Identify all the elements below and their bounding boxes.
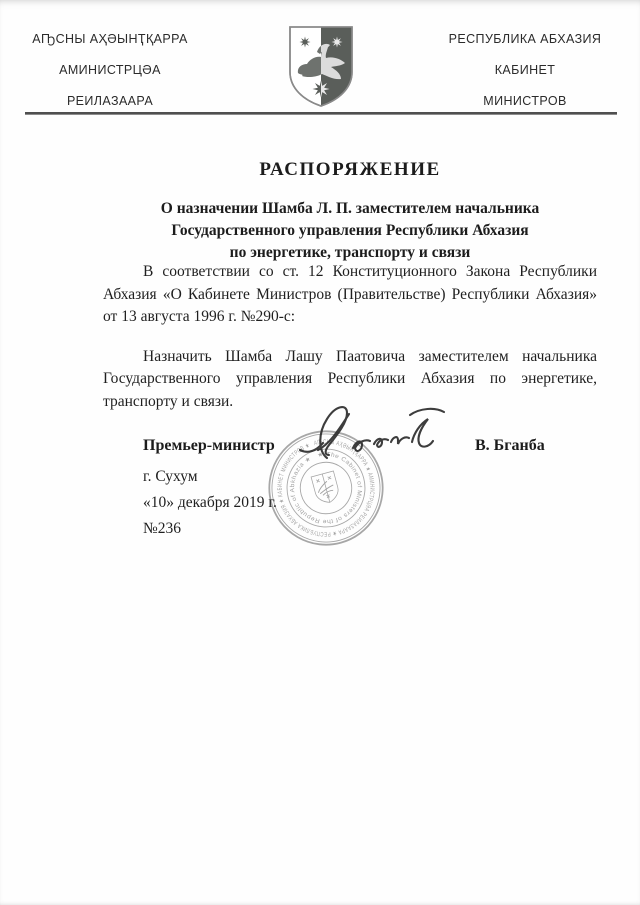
document-subject xyxy=(103,198,597,264)
letterhead-russian-line: РЕСПУБЛИКА АБХАЗИЯ xyxy=(448,32,602,46)
letterhead-abkhazian-line: АҦСНЫ АҲӘЫНҬҚАРРА xyxy=(32,32,188,46)
body-line: Назначить Шамба Лашу Паатовича заместителем начальника xyxy=(143,347,597,365)
body-line: транспорту и связи. xyxy=(103,392,234,410)
document-title: РАСПОРЯЖЕНИЕ xyxy=(259,159,441,180)
body-line: от 13 августа 1996 г. №290-с: xyxy=(103,308,296,325)
body-line: Государственного управления Республики Абхазия по энергетике, xyxy=(103,370,597,387)
signatory-position-label: Премьер-министр xyxy=(143,437,275,454)
subject-line: по энергетике, транспорту и связи xyxy=(229,244,471,261)
subject-line: О назначении Шамба Л. П. заместителем начальника xyxy=(160,200,540,217)
header-divider-rule xyxy=(25,112,617,115)
handwritten-signature xyxy=(296,402,458,471)
paragraph-legal-basis xyxy=(103,261,597,329)
coat-of-arms-icon xyxy=(288,25,354,114)
document-city: г. Сухум xyxy=(143,468,198,485)
letterhead-abkhazian xyxy=(15,24,205,117)
letterhead-russian-line: МИНИСТРОВ xyxy=(483,94,567,108)
body-line: Абхазия «О Кабинете Министров (Правительстве) Республики Абхазия» xyxy=(103,285,597,303)
letterhead-russian-line: КАБИНЕТ xyxy=(494,63,556,77)
letterhead-russian xyxy=(430,24,620,117)
letterhead-abkhazian-line: АМИНИСТРЦӘА xyxy=(59,63,161,77)
signatory-name: В. Бганба xyxy=(475,437,545,454)
letterhead-abkhazian-line: РЕИЛАЗААРА xyxy=(66,94,154,108)
stamp-outer-ring-text: АҦСНЫ АҲӘЫНҬҚАРРА ★ АМИНИСТРЦӘА РЕИЛАЗААРА ★ РЕСПУБЛИКА АБХАЗИЯ ★ КАБИНЕТ МИНИСТРОВ ★ xyxy=(276,438,376,538)
body-line: В соответствии со ст. 12 Конституционного Закона Республики xyxy=(143,263,597,280)
stamp-inner-ring-text: ★ The Cabinet of Ministers of the Republic of Abkhazia ★ xyxy=(290,452,362,524)
document-number: №236 xyxy=(143,520,182,537)
document-date: «10» декабря 2019 г. xyxy=(143,494,277,511)
subject-line: Государственного управления Республики Абхазия xyxy=(171,222,529,239)
